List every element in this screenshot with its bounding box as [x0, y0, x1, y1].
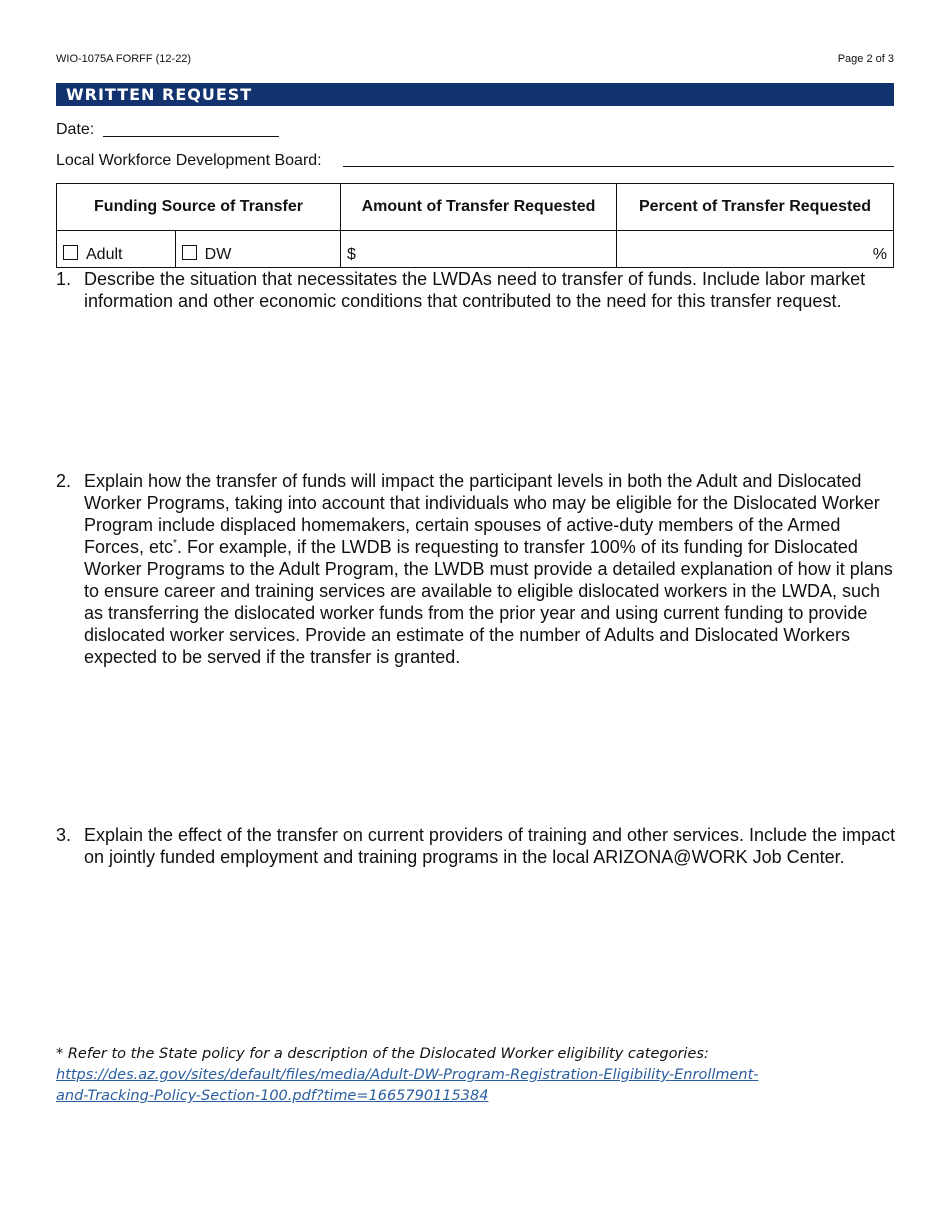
dollar-sign: $ [346, 246, 356, 263]
amount-field[interactable] [340, 231, 616, 268]
question-number: 3. [56, 825, 72, 845]
question-number: 1. [56, 269, 72, 289]
policy-link[interactable]: https://des.az.gov/sites/default/files/media/Adult-DW-Program-Registration-Eligibility-Enrollment- and-Tracking-Policy-Section-100.pdf?time=1665790115384 [56, 1067, 759, 1104]
dw-label: DW [204, 246, 232, 263]
question-number: 2. [56, 471, 72, 491]
funding-table [56, 183, 894, 268]
board-field[interactable] [343, 166, 894, 167]
header-percent: Percent of Transfer Requested [616, 184, 893, 231]
adult-checkbox[interactable] [63, 245, 78, 260]
percent-field[interactable] [616, 231, 893, 268]
section-banner: WRITTEN REQUEST [56, 83, 894, 106]
header-funding-source: Funding Source of Transfer [57, 184, 341, 231]
page-number: Page 2 of 3 [837, 53, 894, 65]
footnote [56, 1044, 896, 1107]
question-2 [56, 470, 896, 668]
date-label: Date: [56, 121, 95, 138]
dw-cell [175, 231, 340, 268]
question-3 [56, 824, 896, 868]
question-text: Explain the effect of the transfer on current providers of training and other services. Include the impact on jointly funded employment and training programs in the local ARIZONA@WORK Job Center. [84, 825, 896, 867]
board-label: Local Workforce Development Board: [56, 152, 322, 169]
header-amount: Amount of Transfer Requested [340, 184, 616, 231]
adult-cell [57, 231, 176, 268]
question-1 [56, 268, 896, 312]
date-field[interactable] [103, 136, 279, 137]
question-text: Describe the situation that necessitates the LWDAs need to transfer of funds. Include labor market information and other economic conditions that contributed to the need for this transfer request. [84, 269, 866, 311]
adult-label: Adult [86, 246, 123, 263]
percent-sign: % [872, 246, 887, 263]
question-text: Explain how the transfer of funds will impact the participant levels in both the Adult and Dislocated Worker Programs, taking into account that individuals who may be eligible for the Dislocated Worker Program include displaced homemakers, certain spouses of active-duty members of the Armed Forces, etc*. For example, if the LWDB is requesting to transfer 100% of its funding for Dislocated Worker Programs to the Adult Program, the LWDB must provide a detailed explanation of how it plans to ensure career and training services are available to eligible dislocated workers in the LWDA, such as transferring the dislocated worker funds from the prior year and using current funding to provide dislocated worker services. Provide an estimate of the number of Adults and Dislocated Workers expected to be served if the transfer is granted. [84, 471, 893, 667]
footnote-text: * Refer to the State policy for a description of the Dislocated Worker eligibility categories: [56, 1046, 709, 1062]
footnote-marker: * [173, 538, 177, 549]
form-id: WIO-1075A FORFF (12-22) [56, 53, 192, 65]
dw-checkbox[interactable] [182, 245, 197, 260]
